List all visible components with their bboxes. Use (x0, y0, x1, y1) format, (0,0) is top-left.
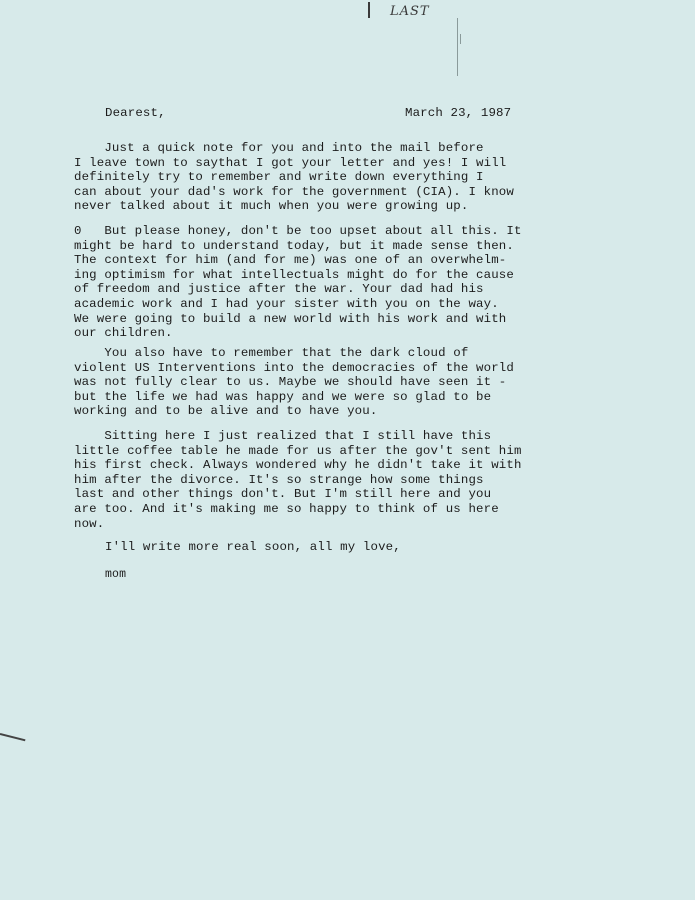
annotation-text: LAST (390, 4, 430, 19)
closing-line: I'll write more real soon, all my love, (105, 540, 401, 554)
signature: mom (105, 568, 127, 581)
edge-mark (0, 733, 25, 741)
handwritten-annotation (368, 2, 430, 19)
salutation: Dearest, (105, 106, 166, 120)
scratch-mark (457, 18, 458, 76)
scratch-mark (460, 34, 461, 44)
paragraph-3: You also have to remember that the dark cloud of violent US Interventions into the democracies of the world was not fully clear to us. Maybe we should have seen it - but the life we had was happy and we were so glad to be working and to be alive and to have you. (74, 346, 514, 419)
paragraph-4: Sitting here I just realized that I still have this little coffee table he made for us after the gov't sent him his first check. Always wondered why he didn't take it with him after the divorce. It's so strange how some things last and other things don't. But I'm still here and you are too. And it's making me so happy to think of us here now. (74, 429, 522, 531)
handwritten-mark (368, 2, 370, 18)
paragraph-1: Just a quick note for you and into the mail before I leave town to saythat I got your letter and yes! I will definitely try to remember and write down everything I can about your dad's work for the government (CIA). I know never talked about it much when you were growing up. (74, 141, 514, 214)
letter-date: March 23, 1987 (405, 106, 512, 120)
paragraph-2: 0 But please honey, don't be too upset about all this. It might be hard to understand today, but it made sense then. The context for him (and for me) was one of an overwhelm- ing optimism for what intellectuals might do for the cause of freedom and justice after the war. Your dad had his academic work and I had your sister with you on the way. We were going to build a new world with his work and with our children. (74, 224, 522, 341)
